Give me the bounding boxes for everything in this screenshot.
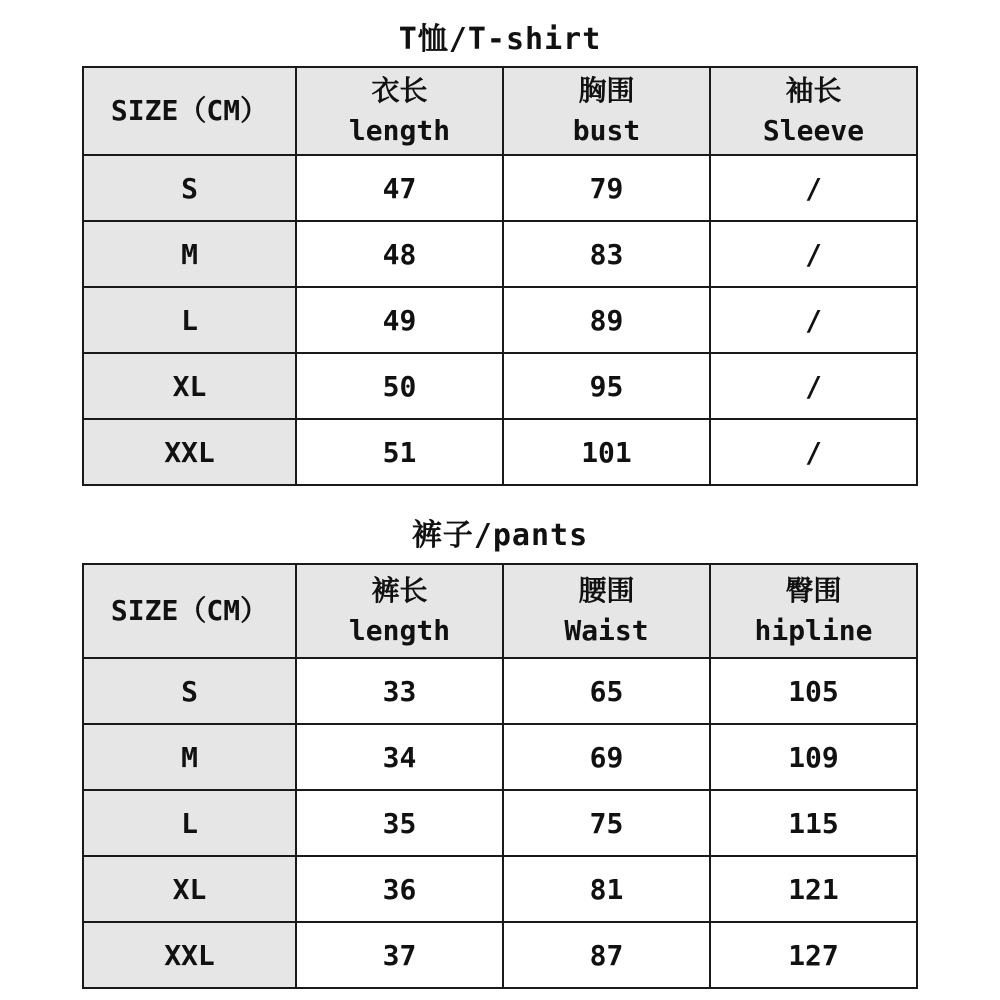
size-label: XXL <box>83 419 296 485</box>
measurement-cell: 75 <box>503 790 710 856</box>
size-label: XL <box>83 353 296 419</box>
column-label-zh: 裤长 <box>371 574 428 607</box>
table-row <box>83 221 917 287</box>
size-label: L <box>83 287 296 353</box>
pants-header-row <box>83 564 917 658</box>
measurement-cell: 65 <box>503 658 710 724</box>
pants-title: 裤子/pants <box>411 518 589 553</box>
table-row <box>83 790 917 856</box>
measurement-cell: 36 <box>296 856 503 922</box>
measurement-cell: 105 <box>710 658 917 724</box>
measurement-cell: / <box>710 419 917 485</box>
tshirt-column-header <box>503 67 710 155</box>
column-label-en: bust <box>572 114 641 147</box>
measurement-cell: 49 <box>296 287 503 353</box>
measurement-cell: 34 <box>296 724 503 790</box>
column-label-en: Waist <box>564 614 649 647</box>
size-label: S <box>83 658 296 724</box>
table-row <box>83 856 917 922</box>
pants-column-header <box>710 564 917 658</box>
size-label: M <box>83 221 296 287</box>
measurement-cell: / <box>710 155 917 221</box>
measurement-cell: 48 <box>296 221 503 287</box>
measurement-cell: 87 <box>503 922 710 988</box>
table-row <box>83 353 917 419</box>
column-label-zh: 胸围 <box>578 74 635 107</box>
column-label-en: length <box>348 114 451 147</box>
tshirt-column-header <box>710 67 917 155</box>
measurement-cell: / <box>710 221 917 287</box>
table-row <box>83 724 917 790</box>
pants-column-header <box>296 564 503 658</box>
tshirt-header-row <box>83 67 917 155</box>
size-label: XL <box>83 856 296 922</box>
measurement-cell: 89 <box>503 287 710 353</box>
pants-size-table <box>82 563 918 989</box>
table-row <box>83 658 917 724</box>
column-label-zh: 衣长 <box>371 74 428 107</box>
size-label: L <box>83 790 296 856</box>
measurement-cell: 79 <box>503 155 710 221</box>
table-row <box>83 419 917 485</box>
tshirt-column-header <box>296 67 503 155</box>
column-label-zh: 袖长 <box>785 74 842 107</box>
pants-column-header <box>503 564 710 658</box>
measurement-cell: 81 <box>503 856 710 922</box>
measurement-cell: 127 <box>710 922 917 988</box>
measurement-cell: 115 <box>710 790 917 856</box>
measurement-cell: 83 <box>503 221 710 287</box>
measurement-cell: 37 <box>296 922 503 988</box>
size-label: M <box>83 724 296 790</box>
pants-size-header: SIZE（CM） <box>83 564 296 658</box>
table-row <box>83 155 917 221</box>
column-label-en: length <box>348 614 451 647</box>
measurement-cell: 47 <box>296 155 503 221</box>
measurement-cell: 33 <box>296 658 503 724</box>
measurement-cell: 95 <box>503 353 710 419</box>
measurement-cell: 101 <box>503 419 710 485</box>
tshirt-size-header: SIZE（CM） <box>83 67 296 155</box>
measurement-cell: / <box>710 287 917 353</box>
table-row <box>83 287 917 353</box>
measurement-cell: 51 <box>296 419 503 485</box>
measurement-cell: 109 <box>710 724 917 790</box>
tshirt-title: T恤/T-shirt <box>398 22 602 57</box>
measurement-cell: 35 <box>296 790 503 856</box>
column-label-zh: 臀围 <box>785 574 842 607</box>
measurement-cell: 69 <box>503 724 710 790</box>
tshirt-size-table <box>82 66 918 486</box>
measurement-cell: 121 <box>710 856 917 922</box>
column-label-en: Sleeve <box>762 114 865 147</box>
column-label-zh: 腰围 <box>578 574 635 607</box>
measurement-cell: 50 <box>296 353 503 419</box>
column-label-en: hipline <box>754 614 873 647</box>
table-row <box>83 922 917 988</box>
size-label: XXL <box>83 922 296 988</box>
size-label: S <box>83 155 296 221</box>
measurement-cell: / <box>710 353 917 419</box>
